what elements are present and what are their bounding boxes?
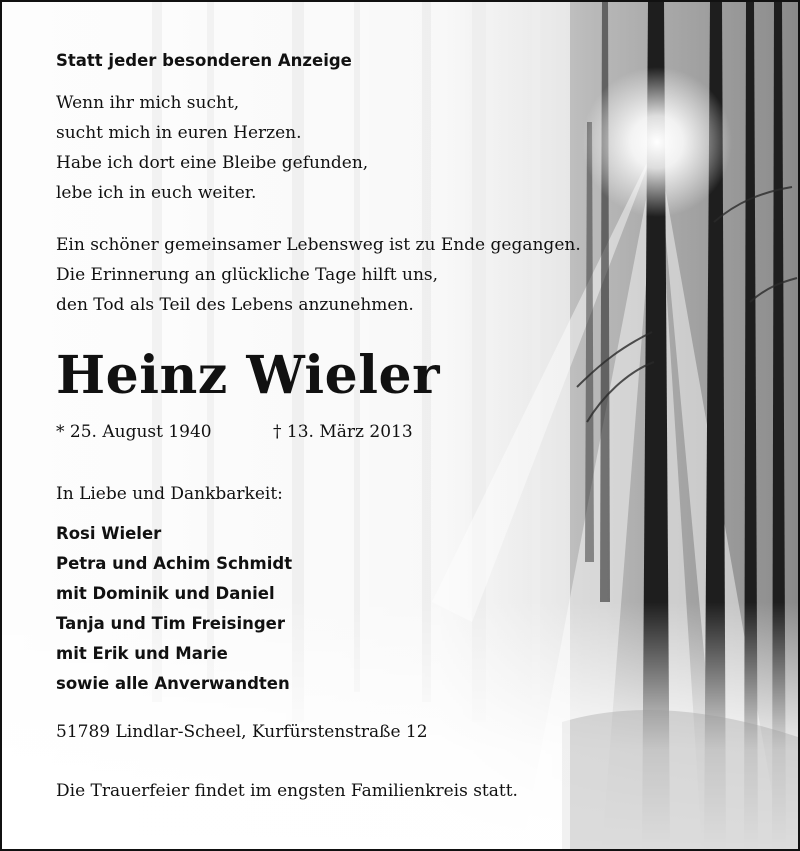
deceased-name: Heinz Wieler bbox=[56, 345, 440, 406]
mourner: Petra und Achim Schmidt bbox=[56, 554, 293, 573]
life-dates bbox=[56, 422, 413, 442]
mourner: sowie alle Anverwandten bbox=[56, 674, 290, 693]
mourner: mit Erik und Marie bbox=[56, 644, 228, 663]
address: 51789 Lindlar-Scheel, Kurfürstenstraße 12 bbox=[56, 722, 428, 742]
mourners-intro: In Liebe und Dankbarkeit: bbox=[56, 484, 283, 504]
mourners-list bbox=[56, 519, 292, 699]
birth-date: * 25. August 1940 bbox=[56, 422, 212, 442]
death-date: † 13. März 2013 bbox=[273, 422, 413, 442]
funeral-note: Die Trauerfeier findet im engsten Familienkreis statt. bbox=[56, 781, 518, 801]
poem-line: Habe ich dort eine Bleibe gefunden, bbox=[56, 153, 369, 173]
farewell-line: den Tod als Teil des Lebens anzunehmen. bbox=[56, 295, 414, 315]
farewell-line: Die Erinnerung an glückliche Tage hilft uns, bbox=[56, 265, 439, 285]
poem bbox=[56, 88, 368, 208]
poem-line: sucht mich in euren Herzen. bbox=[56, 123, 302, 143]
headline: Statt jeder besonderen Anzeige bbox=[56, 51, 352, 70]
farewell-line: Ein schöner gemeinsamer Lebensweg ist zu Ende gegangen. bbox=[56, 235, 581, 255]
poem-line: lebe ich in euch weiter. bbox=[56, 183, 257, 203]
mourner: Rosi Wieler bbox=[56, 524, 162, 543]
mourner: Tanja und Tim Freisinger bbox=[56, 614, 286, 633]
poem-line: Wenn ihr mich sucht, bbox=[56, 93, 240, 113]
notice-text bbox=[2, 2, 798, 849]
mourner: mit Dominik und Daniel bbox=[56, 584, 275, 603]
farewell-text bbox=[56, 230, 581, 320]
